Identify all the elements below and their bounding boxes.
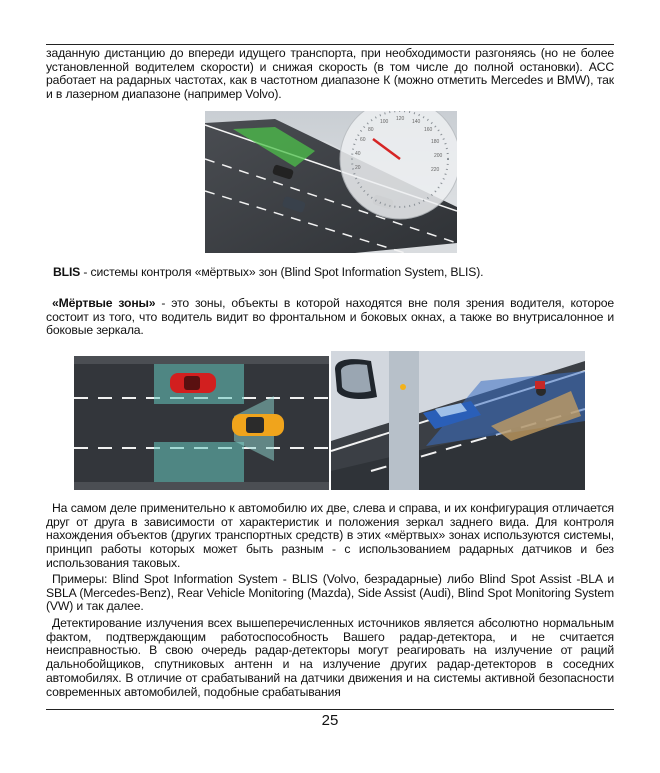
paragraph-dead-zones: [46, 297, 614, 338]
speedometer-tick: 160: [424, 127, 433, 133]
side-mirror: [335, 359, 377, 399]
blind-spot-top-view: [74, 356, 329, 490]
speedometer-tick: 40: [355, 151, 361, 157]
acc-illustration: [205, 111, 457, 253]
paragraph-blis: [53, 266, 614, 280]
blind-zone-right: [154, 442, 244, 482]
blind-spot-mirror-view: [331, 351, 585, 490]
top-rule: [46, 44, 614, 45]
speedometer-tick: 140: [412, 119, 421, 125]
speedometer-tick: 180: [431, 139, 440, 145]
speedometer-tick: 60: [360, 137, 366, 143]
bottom-rule: [46, 709, 614, 710]
paragraph-detection: Детектирование излучения всех вышеперечисленных источников является абсолютно нормальным фактом, подтверждающим работоспособность Вашего радар-детектора, и не считается неисправностью. В свою очередь радар-детекторы могут реагировать на излучение от раций дальнобойщиков, спутниковых антенн и на излучение других радар-детекторов в соседних автомобилях. В отличие от срабатываний на датчики движения и на системы активной безопасности современных автомобилей, подобные срабатывания: [46, 616, 614, 699]
term-dead-zones: «Мёртвые зоны»: [52, 296, 156, 310]
speedometer-tick: 220: [431, 167, 440, 173]
dead-zones-definition: - это зоны, объекты в которой находятся вне поля зрения водителя, которое состоит из того, что водитель видит во фронтальном и боковых окнах, а также во внутрисалонное и боковые зеркала.: [46, 296, 614, 338]
speedometer-tick: 100: [380, 119, 389, 125]
speedometer-tick: 200: [434, 153, 443, 159]
speedometer-tick: 120: [396, 116, 405, 122]
paragraph-acc: заданную дистанцию до впереди идущего транспорта, при необходимости разгоняясь (но не более установленной водителем скорости) и снижая скорость (в том числе до полной остановки). ACC работает на радарных частотах, как в частотном диапазоне К (можно отметить Mercedes и BMW), так и в лазерном диапазоне (например Volvo).: [46, 46, 614, 102]
page-number: 25: [321, 712, 339, 729]
paragraph-examples: Примеры: Blind Spot Information System - BLIS (Volvo, безрадарные) либо Blind Spot Assist -BLA и SBLA (Mercedes-Benz), Rear Vehicle Monitoring (Mazda), Side Assist (Audi), Blind Spot Monitoring System (VW) и так далее.: [46, 572, 614, 614]
term-blis: BLIS: [53, 265, 81, 279]
speedometer-tick: 20: [355, 165, 361, 171]
paragraph-configuration: На самом деле применительно к автомобилю их две, слева и справа, и их конфигурация отличается друг от друга в зависимости от характеристик и положения зеркал заднего вида. Для контроля нахождения объектов (других транспортных средств) в этих «мёртвых» зонах используются системы, принцип работы которых может быть разным - с использованием радарных датчиков и без использования таковых.: [46, 501, 614, 570]
speedometer-tick: 80: [368, 127, 374, 133]
blis-definition: - системы контроля «мёртвых» зон (Blind Spot Information System, BLIS).: [80, 265, 484, 279]
warning-light-icon: [400, 384, 406, 390]
red-car: [170, 373, 216, 393]
yellow-car: [232, 414, 284, 436]
